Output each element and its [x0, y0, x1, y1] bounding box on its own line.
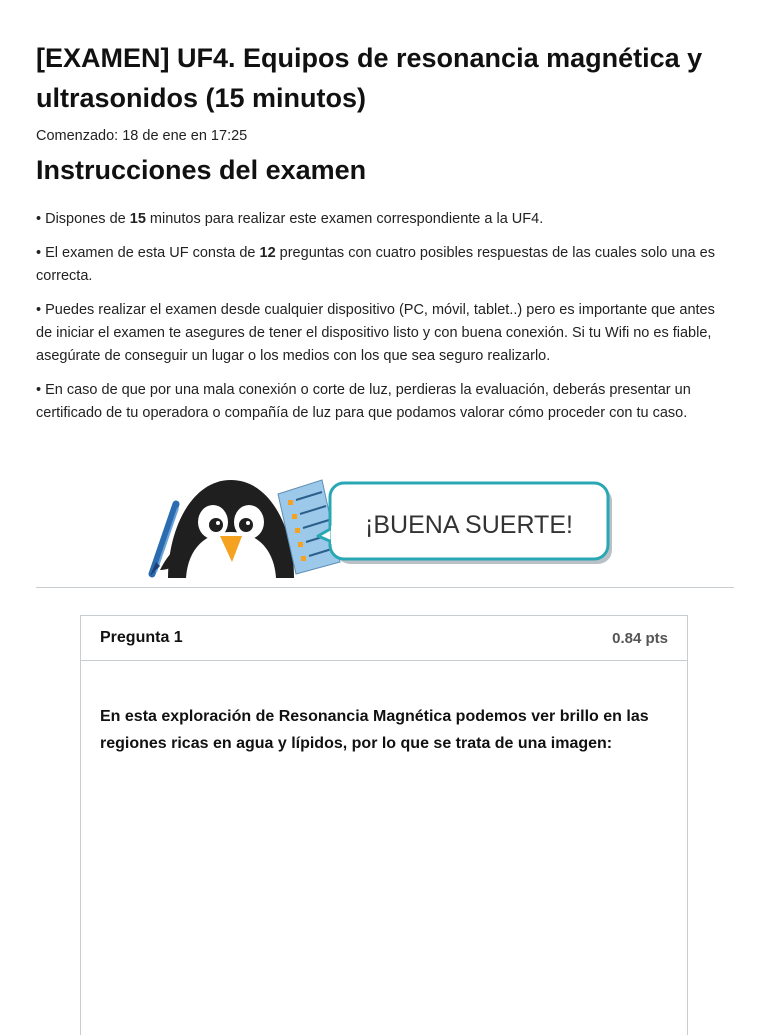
page-title: [EXAMEN] UF4. Equipos de resonancia magnética y ultrasonidos (15 minutos)	[36, 43, 703, 113]
question-title: Pregunta 1	[100, 629, 183, 646]
question-header	[81, 616, 687, 661]
section-divider	[36, 587, 734, 588]
penguin-icon	[160, 480, 294, 578]
instruction-item: • Puedes realizar el examen desde cualquier dispositivo (PC, móvil, tablet..) pero es importante que antes de iniciar el examen te asegures de tener el dispositivo listo y con buena conexión. Si tu Wifi no es fiable, asegúrate de conseguir un lugar o los medios con los que sea seguro realizarlo.	[36, 302, 715, 364]
question-points: 0.84 pts	[612, 629, 668, 647]
instruction-text: • El examen de esta UF consta de	[36, 245, 260, 261]
question-text: En esta exploración de Resonancia Magnética podemos ver brillo en las regiones ricas en agua y lípidos, por lo que se trata de una imagen:	[100, 708, 649, 752]
instruction-item	[36, 242, 728, 288]
question-card	[80, 615, 688, 1035]
instruction-text: preguntas con cuatro posibles respuestas de las cuales solo una es correcta.	[36, 245, 715, 284]
instruction-item	[36, 208, 728, 231]
instruction-text: • Dispones de	[36, 211, 130, 227]
instructions-list	[36, 208, 728, 436]
instruction-text: minutos para realizar este examen correspondiente a la UF4.	[145, 211, 544, 227]
started-timestamp: Comenzado: 18 de ene en 17:25	[36, 128, 248, 144]
good-luck-banner	[146, 470, 616, 580]
instruction-item: • En caso de que por una mala conexión o corte de luz, perdieras la evaluación, deberás presentar un certificado de tu operadora o compañía de luz para que podamos valorar cómo proceder con tu caso.	[36, 382, 691, 421]
instruction-bold: 12	[259, 245, 276, 261]
instruction-bold: 15	[129, 211, 146, 227]
banner-text: ¡BUENA SUERTE!	[365, 511, 573, 539]
instructions-heading: Instrucciones del examen	[36, 155, 367, 185]
